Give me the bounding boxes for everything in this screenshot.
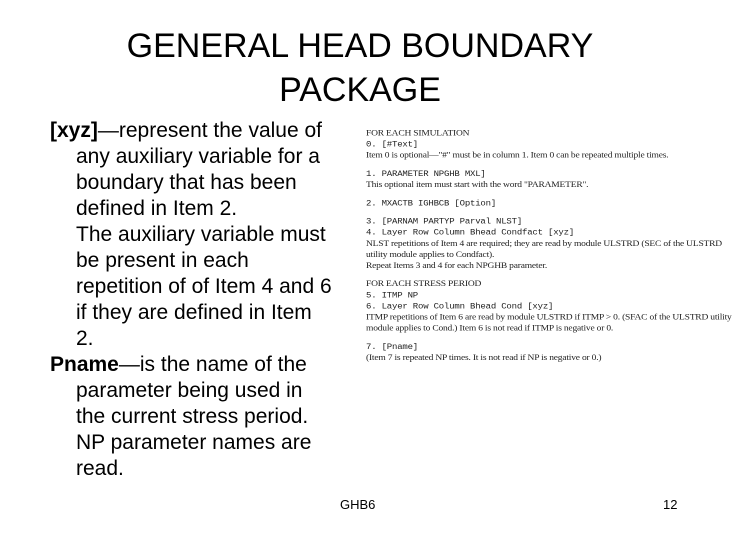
paragraph-xyz [50,118,335,222]
paragraph-np: NP parameter names are read. [76,431,312,480]
term-pname: Pname [50,353,119,376]
scan-line: NLST repetitions of Item 4 are required; they are read by module ULSTRD (SEC of the ULSTRD [366,239,722,249]
scan-line: 2. MXACTB IGHBCB [Option] [366,198,497,209]
scan-line: 7. [Pname] [366,342,419,352]
scan-line: 6. Layer Row Column Bhead Cond [xyz] [366,301,554,312]
scan-line: 4. Layer Row Column Bhead Condfact [xyz] [366,228,575,238]
text-pname: —is the name of the parameter being used in the current stress period. [76,353,309,428]
paragraph-aux: The auxiliary variable must be present in each repetition of of Item 4 and 6 if they are defined in Item 2. [76,223,332,350]
paragraph-pname [50,352,335,430]
term-xyz: [xyz] [50,119,98,142]
page-number: 12 [663,497,678,512]
scan-line: 5. ITMP NP [366,290,419,301]
title-line-2: PACKAGE [279,71,441,109]
scan-line: Repeat Items 3 and 4 for each NPGHB parameter. [366,261,547,271]
scan-line: 3. [PARNAM PARTYP Parval NLST] [366,217,523,227]
scan-line: ITMP repetitions of Item 6 are read by module ULSTRD if ITMP > 0. (SFAC of the ULSTRD utility [366,312,732,323]
scan-line: Item 0 is optional—"#" must be in column 1. Item 0 can be repeated multiple times. [366,151,669,161]
title-line-1: GENERAL HEAD BOUNDARY [126,27,594,65]
body-text [50,118,335,482]
footer-label: GHB6 [340,497,376,512]
scan-line: module applies to Cond.) Item 6 is not read if ITMP is negative or 0. [366,323,614,334]
scan-line: FOR EACH SIMULATION [366,128,470,139]
scan-line: (Item 7 is repeated NP times. It is not read if NP is negative or 0.) [366,353,602,363]
scan-line: This optional item must start with the word "PARAMETER". [366,180,589,190]
input-format-listing [366,128,732,364]
slide-title [80,24,640,112]
scan-line: utility module applies to Condfact). [366,250,495,260]
scan-line: 0. [#Text] [366,139,419,150]
scan-line: FOR EACH STRESS PERIOD [366,279,482,289]
text-xyz: —represent the value of any auxiliary variable for a boundary that has been defined in Item 2. [76,119,322,220]
scan-line: 1. PARAMETER NPGHB MXL] [366,169,486,179]
